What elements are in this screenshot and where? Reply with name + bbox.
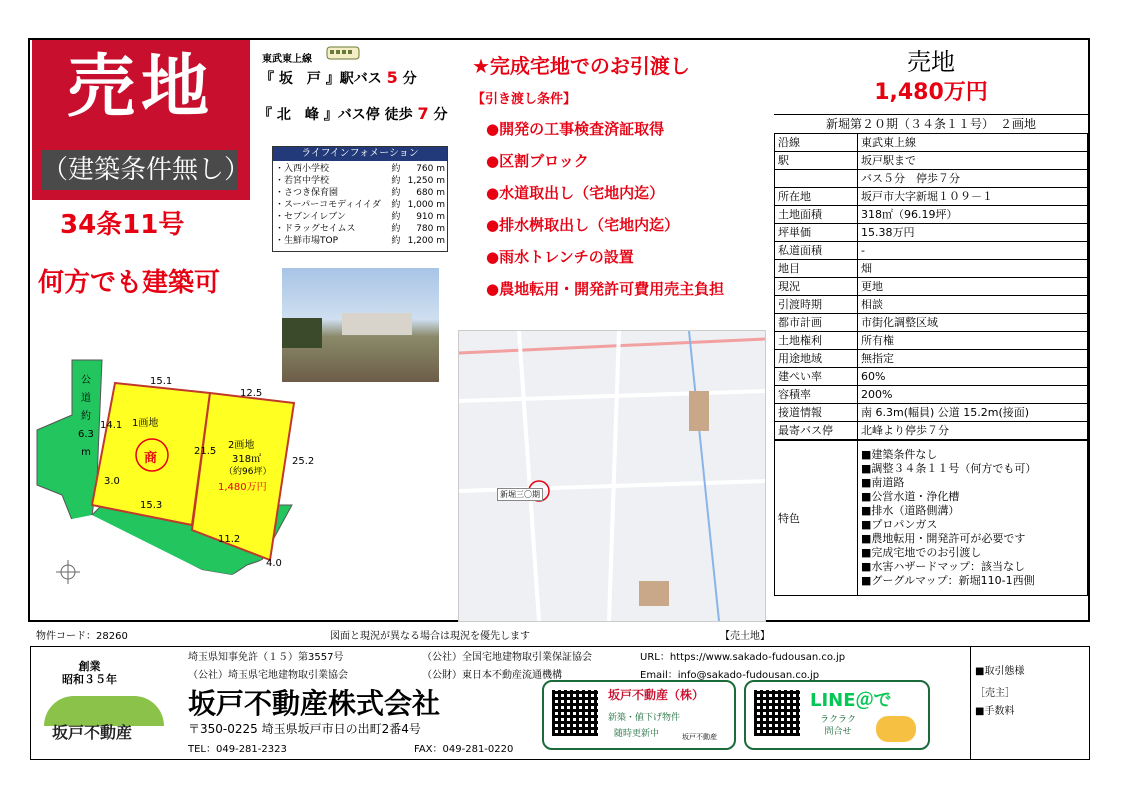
life-info-approx: 約 (391, 212, 401, 222)
email[interactable]: Email：info@sakado-fudousan.co.jp (640, 670, 820, 681)
info-key: 容積率 (775, 386, 858, 404)
info-value: 200% (858, 386, 1088, 404)
info-row (775, 188, 1088, 206)
info-key (775, 170, 858, 188)
dim-bottom1: 15.3 (140, 500, 163, 511)
info-value: 坂戸市大字新堀１０９－１ (858, 188, 1088, 206)
dim-corner: 3.0 (104, 476, 120, 487)
info-value: バス５分 停歩７分 (858, 170, 1088, 188)
conditions-headline: ★完成宅地でのお引渡し (472, 54, 690, 78)
logo-founded: 創業 昭和３５年 (62, 660, 117, 686)
condition-item: ●排水桝取出し（宅地内迄） (486, 216, 680, 234)
life-info-approx: 約 (391, 164, 401, 174)
life-info-name: ・セブンイレブン (275, 212, 346, 222)
info-row (775, 278, 1088, 296)
life-info-dist: 1,250 m (407, 176, 445, 186)
condition-item: ●水道取出し（宅地内迄） (486, 184, 665, 202)
life-info-box (272, 146, 448, 252)
qr1-sub: 新築・値下げ物件 (608, 713, 681, 723)
info-row (775, 368, 1088, 386)
sale-badge (32, 40, 250, 200)
info-row (775, 314, 1088, 332)
assoc3: （公財）東日本不動産流通機構 (422, 670, 562, 681)
bus-access (260, 68, 417, 88)
life-info-approx: 約 (391, 224, 401, 234)
info-title: 売地 (907, 48, 955, 76)
life-info-dist: 780 m (416, 224, 445, 234)
info-row (775, 242, 1088, 260)
side-seller: ［売主］ (975, 688, 1015, 699)
side-deal: ■取引態様 (975, 666, 1025, 677)
line-card (744, 680, 930, 750)
info-key: 引渡時期 (775, 296, 858, 314)
dim-top2: 12.5 (240, 388, 263, 399)
info-key: 私道面積 (775, 242, 858, 260)
info-row (775, 206, 1088, 224)
life-info-row (273, 175, 447, 187)
life-info-approx: 約 (391, 176, 401, 186)
feature-item: ■排水（道路側溝） (861, 504, 960, 517)
photo-trees (282, 318, 322, 348)
dim-right: 25.2 (292, 456, 315, 467)
lot2-tsubo: （約96坪） (224, 467, 272, 477)
info-row (775, 296, 1088, 314)
info-value: 318㎡（96.19坪） (858, 206, 1088, 224)
dim-bottom3: 4.0 (266, 558, 282, 569)
life-info-row (273, 187, 447, 199)
info-row (775, 350, 1088, 368)
life-info-dist: 910 m (416, 212, 445, 222)
life-info-dist: 680 m (416, 188, 445, 198)
info-value: 市街化調整区域 (858, 314, 1088, 332)
info-value: 畑 (858, 260, 1088, 278)
walk-min-unit: 分 (433, 107, 448, 123)
qr-code-1[interactable] (552, 690, 598, 736)
info-key: 都市計画 (775, 314, 858, 332)
condition-item: ●開発の工事検査済証取得 (486, 120, 665, 138)
conditions-subhead: 【引き渡し条件】 (472, 92, 577, 107)
info-row (775, 134, 1088, 152)
walk-access (258, 104, 448, 124)
notice-text: 図面と現況が異なる場合は現況を優先します (330, 631, 530, 642)
badge-subtitle: （建築条件無し） (42, 150, 238, 190)
lot2-name: 2画地 (228, 440, 255, 451)
build-note: 何方でも建築可 (38, 268, 221, 298)
qr1-title: 坂戸不動産（株） (608, 688, 705, 702)
info-key: 地目 (775, 260, 858, 278)
info-row (775, 224, 1088, 242)
article-tag: 34条11号 (60, 210, 185, 240)
info-key: 沿線 (775, 134, 858, 152)
features-table (774, 440, 1088, 596)
qr1-sub2: 随時更新中 (614, 729, 660, 739)
feature-item: ■建築条件なし (861, 448, 938, 461)
road-label: 公 道 約 6.3 m (78, 375, 94, 458)
info-key: 建ぺい率 (775, 368, 858, 386)
info-value: 無指定 (858, 350, 1088, 368)
info-row (775, 332, 1088, 350)
dim-left: 14.1 (100, 420, 123, 431)
feature-item: ■グーグルマップ：新堀110-1西側 (861, 574, 1035, 587)
map-streets (459, 331, 765, 621)
access-line: 東武東上線 (262, 54, 312, 65)
dim-top1: 15.1 (150, 376, 173, 387)
feature-item: ■水害ハザードマップ：該当なし (861, 560, 1025, 573)
photo-house (342, 313, 412, 335)
info-key: 接道情報 (775, 404, 858, 422)
info-value: 15.38万円 (858, 224, 1088, 242)
assoc1: （公社）全国宅地建物取引業保証協会 (422, 652, 592, 663)
life-info-approx: 約 (391, 236, 401, 246)
lot1-label: 1画地 (132, 418, 159, 429)
walk-minutes: 7 (417, 104, 429, 123)
info-value: 東武東上線 (858, 134, 1088, 152)
info-value: - (858, 242, 1088, 260)
feature-item: ■公営水道・浄化槽 (861, 490, 960, 503)
life-info-row (273, 211, 447, 223)
info-key: 坪単価 (775, 224, 858, 242)
life-info-name: ・さつき保育園 (275, 188, 339, 198)
feature-item: ■南道路 (861, 476, 905, 489)
website-url[interactable]: URL：https://www.sakado-fudousan.co.jp (640, 652, 846, 663)
qr-code-line[interactable] (754, 690, 800, 736)
life-info-name: ・若宮中学校 (275, 176, 330, 186)
qr-card-1 (542, 680, 736, 750)
life-info-name: ・生鮮市場TOP (275, 236, 339, 246)
license: 埼玉県知事免許（１５）第3557号 (188, 652, 344, 663)
life-info-row (273, 199, 447, 211)
info-table (774, 133, 1088, 440)
info-project: 新堀第２０期（３４条１１号） ２画地 (774, 114, 1088, 133)
condition-item: ●農地転用・開発許可費用売主負担 (486, 280, 725, 298)
side-fee: ■手数料 (975, 706, 1015, 717)
info-row (775, 386, 1088, 404)
info-key: 土地面積 (775, 206, 858, 224)
features-list (858, 441, 1088, 596)
life-info-name: ・ドラッグセイムス (275, 224, 356, 234)
shou-label: 商 (144, 451, 158, 466)
dim-bottom2: 11.2 (218, 534, 241, 545)
feature-item: ■完成宅地でのお引渡し (861, 546, 982, 559)
life-info-dist: 1,000 m (407, 200, 445, 210)
bus-minutes: 5 (386, 68, 398, 87)
life-info-dist: 1,200 m (407, 236, 445, 246)
line-sub: ラクラク 問合せ (820, 715, 857, 737)
company-fax: FAX：049-281-0220 (414, 744, 514, 755)
line-title: LINE＠で (810, 690, 892, 711)
info-value: 坂戸駅まで (858, 152, 1088, 170)
mascot-icon (876, 716, 916, 742)
info-price: 1,480万円 (874, 80, 988, 105)
map-site-label: 新堀三〇期 (497, 488, 543, 501)
life-info-name: ・スーパーコモディイイダ (275, 200, 381, 210)
company-name: 坂戸不動産株式会社 (188, 687, 441, 720)
company-tel: TEL：049-281-2323 (188, 744, 287, 755)
badge-title: 売地 (66, 48, 215, 127)
feature-item: ■プロパンガス (861, 518, 938, 531)
bus-min-unit: 分 (402, 71, 417, 87)
condition-item: ●区割ブロック (486, 152, 589, 170)
life-info-dist: 760 m (416, 164, 445, 174)
info-row (775, 260, 1088, 278)
info-row (775, 170, 1088, 188)
feature-label: 特色 (775, 441, 858, 596)
assoc2: （公社）埼玉県宅地建物取引業協会 (188, 670, 348, 681)
info-key: 所在地 (775, 188, 858, 206)
info-value: 南 6.3m(幅員) 公道 15.2m(接面) (858, 404, 1088, 422)
condition-item: ●雨水トレンチの設置 (486, 248, 634, 266)
info-key: 現況 (775, 278, 858, 296)
feature-item: ■調整３４条１１号（何方でも可） (861, 462, 1037, 475)
dim-mid: 21.5 (194, 446, 217, 457)
info-value: 60% (858, 368, 1088, 386)
life-info-header: ライフインフォメーション (273, 147, 447, 161)
life-info-row (273, 223, 447, 235)
info-value: 所有権 (858, 332, 1088, 350)
life-info-approx: 約 (391, 188, 401, 198)
info-row (775, 152, 1088, 170)
qr1-sign: 坂戸不動産 (682, 733, 717, 741)
company-logo (36, 650, 174, 752)
info-row (775, 404, 1088, 422)
location-map (458, 330, 766, 622)
compass-icon (56, 560, 80, 584)
deal-type: 【売土地】 (720, 631, 770, 642)
info-key: 駅 (775, 152, 858, 170)
info-key: 土地権利 (775, 332, 858, 350)
info-value: 相談 (858, 296, 1088, 314)
info-row (775, 422, 1088, 440)
info-key: 最寄バス停 (775, 422, 858, 440)
company-address: 〒350-0225 埼玉県坂戸市日の出町2番4号 (188, 722, 421, 736)
life-info-row (273, 235, 447, 247)
info-value: 北峰より停歩７分 (858, 422, 1088, 440)
life-info-approx: 約 (391, 200, 401, 210)
life-info-name: ・入西小学校 (275, 164, 330, 174)
lot2-area: 318㎡ (232, 454, 262, 465)
train-icon (326, 44, 360, 62)
stop-line: 『 北 峰 』バス停 徒歩 (258, 107, 413, 123)
logo-name: 坂戸不動産 (52, 723, 133, 742)
property-code: 物件コード：28260 (36, 631, 128, 642)
property-info (774, 40, 1088, 596)
info-key: 用途地域 (775, 350, 858, 368)
side-panel (970, 646, 1091, 760)
station-line: 『 坂 戸 』駅バス (260, 71, 382, 87)
lot2-price: 1,480万円 (218, 482, 267, 493)
life-info-row (273, 163, 447, 175)
info-value: 更地 (858, 278, 1088, 296)
life-info-table (273, 163, 447, 247)
feature-item: ■農地転用・開発許可が必要です (861, 532, 1026, 545)
